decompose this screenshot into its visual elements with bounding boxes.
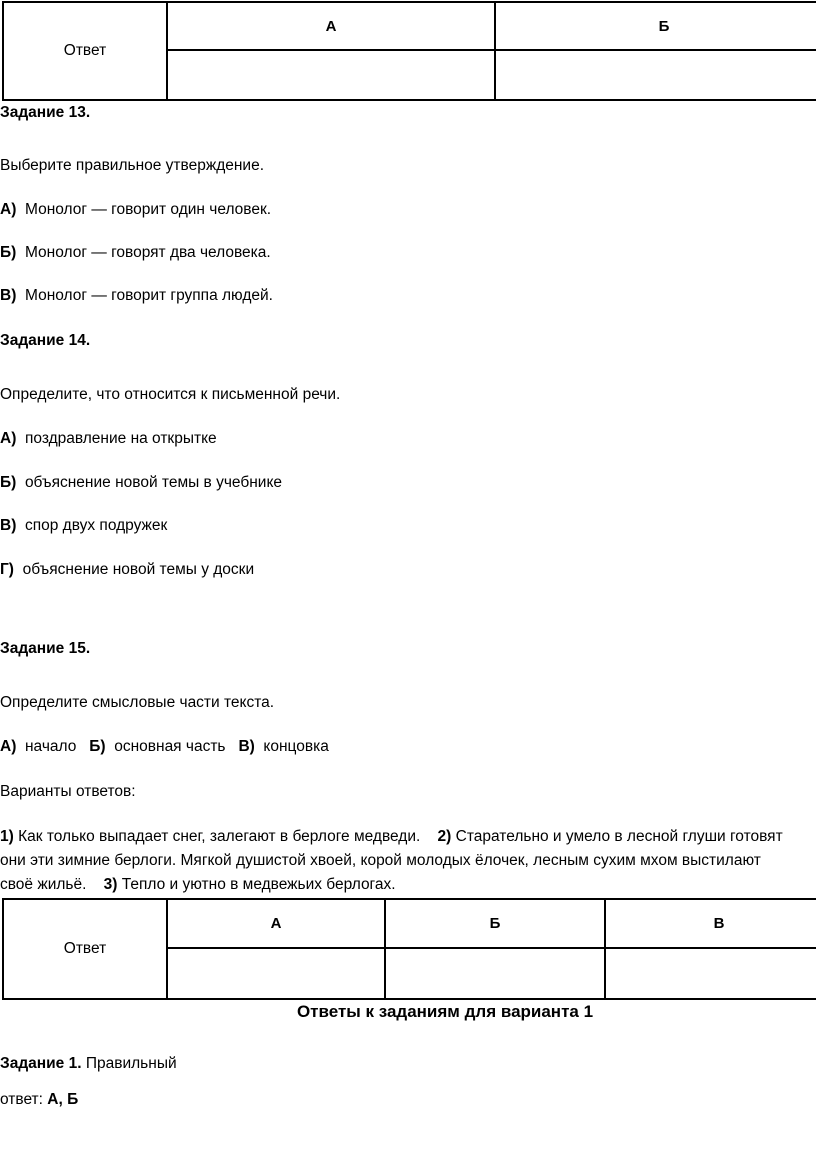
- task-13-option-c: В) Монолог — говорит группа людей.: [0, 287, 273, 304]
- task-15-parts: А) начало Б) основная часть В) концовка: [0, 738, 329, 755]
- task-13-title: Задание 13.: [0, 104, 91, 121]
- task-14-option-d: Г) объяснение новой темы у доски: [0, 561, 255, 578]
- task-14-option-a: А) поздравление на открытке: [0, 430, 217, 447]
- variants-line-2: они эти зимние берлоги. Мягкой душистой хвоей, корой молодых ёлочек, лесным сухим мхом выстилают: [0, 852, 761, 869]
- task-14-option-c: В) спор двух подружек: [0, 517, 168, 534]
- column-header-a: А: [167, 899, 385, 948]
- variants-line-1: 1) Как только выпадает снег, залегают в берлоге медведи. 2) Старательно и умело в лесной глуши готовят: [0, 828, 783, 845]
- task-13-question: Выберите правильное утверждение.: [0, 157, 265, 174]
- task-13-option-a: А) Монолог — говорит один человек.: [0, 201, 272, 218]
- column-header-v: В: [605, 899, 816, 948]
- task-13-option-b: Б) Монолог — говорят два человека.: [0, 244, 271, 261]
- answer-cell-b[interactable]: [495, 50, 816, 100]
- answer-task-1: Задание 1. Правильный: [0, 1055, 177, 1072]
- answer-table-2: [2, 898, 816, 1000]
- answers-heading: Ответы к заданиям для варианта 1: [296, 1002, 594, 1021]
- variants-label: Варианты ответов:: [0, 783, 136, 800]
- column-header-b: Б: [385, 899, 605, 948]
- variants-line-3: своё жильё. 3) Тепло и уютно в медвежьих берлогах.: [0, 876, 396, 893]
- task-14-option-b: Б) объяснение новой темы в учебнике: [0, 474, 283, 491]
- column-header-a: А: [167, 2, 495, 50]
- answer-cell-v[interactable]: [605, 948, 816, 999]
- task-15-title: Задание 15.: [0, 640, 91, 657]
- answer-cell-a[interactable]: [167, 948, 385, 999]
- task-15-question: Определите смысловые части текста.: [0, 694, 275, 711]
- task-14-question: Определите, что относится к письменной речи.: [0, 386, 341, 403]
- answer-table-1: [2, 1, 816, 101]
- variants-text: [0, 825, 783, 897]
- answer-task-1-value: ответ: А, Б: [0, 1091, 79, 1108]
- answer-label: Ответ: [3, 2, 167, 100]
- answer-cell-b[interactable]: [385, 948, 605, 999]
- task-14-title: Задание 14.: [0, 332, 91, 349]
- column-header-b: Б: [495, 2, 816, 50]
- answer-cell-a[interactable]: [167, 50, 495, 100]
- answer-label: Ответ: [3, 899, 167, 999]
